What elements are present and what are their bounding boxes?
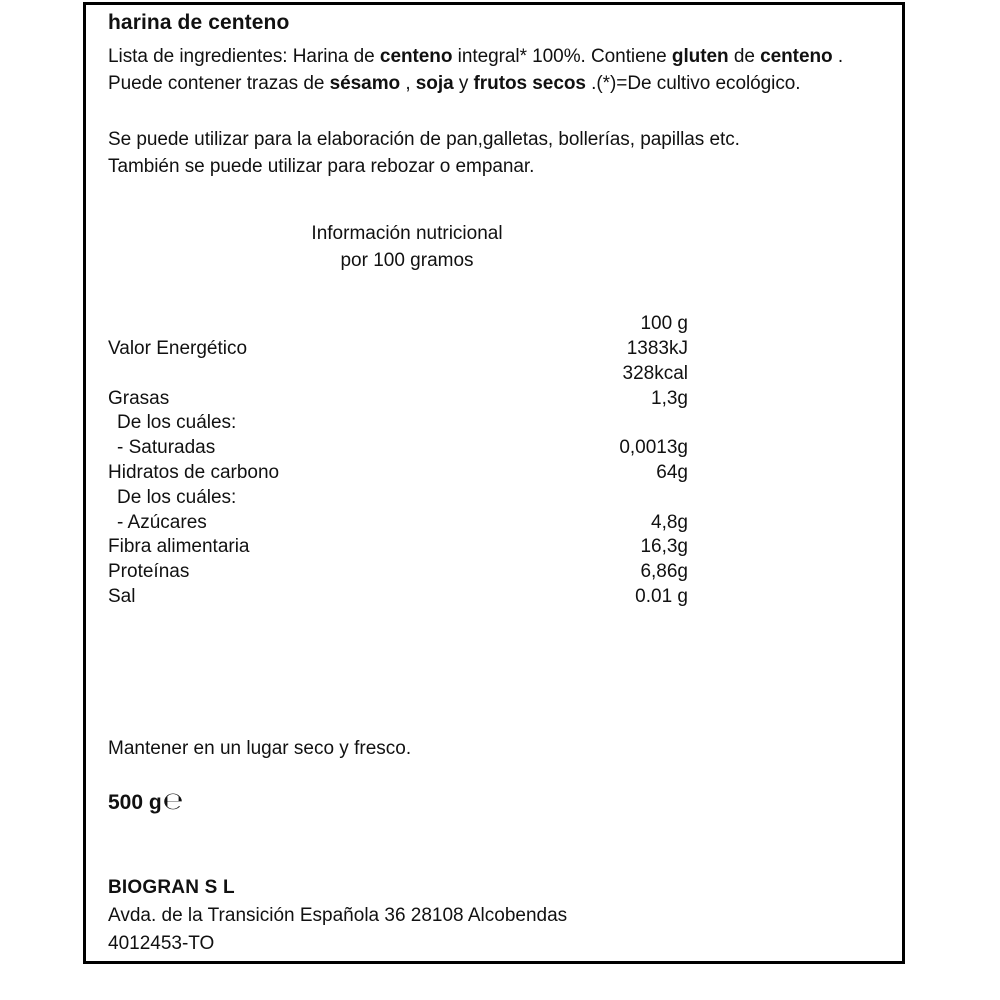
nutrient-name-de-los-cuales-hidratos: De los cuáles: [117,486,237,508]
ingredients-mid-2: de [728,46,761,68]
nutrient-value-hidratos: 64g [656,462,688,484]
page-title: harina de centeno [108,11,290,34]
nutrition-heading-line-2: por 100 gramos [340,250,474,272]
table-row [108,362,706,387]
product-label-frame [83,2,905,964]
nutrition-column-header: 100 g [640,313,688,335]
ingredients-prefix: Lista de ingredientes: Harina de [108,46,380,68]
ingredients-paragraph [108,44,846,97]
net-weight-value: 500 g [108,790,162,814]
nutrient-name-energy: Valor Energético [108,338,248,360]
storage-instructions: Mantener en un lugar seco y fresco. [108,737,412,759]
nutrient-value-energy-kcal: 328kcal [622,362,688,384]
nutrient-value-fibra: 16,3g [640,536,688,558]
nutrition-heading-line-1: Información nutricional [311,223,503,245]
table-row [108,486,706,511]
ingredients-mid-4: , [400,72,416,94]
nutrition-heading [108,220,706,274]
nutrition-header-name-cell [108,312,500,337]
nutrient-value-energy-kj: 1383kJ [626,338,688,360]
allergen-sesamo: sésamo [329,72,401,94]
allergen-centeno-1: centeno [379,46,453,68]
nutrient-value-saturadas: 0,0013g [619,437,688,459]
nutrient-name-azucares: - Azúcares [117,511,207,533]
nutrition-table-body [108,312,706,610]
usage-line-2: También se puede utilizar para rebozar o empanar. [108,155,535,177]
table-row [108,387,706,412]
nutrition-table [108,312,706,610]
company-registration-code: 4012453-TO [108,932,215,954]
company-block [108,874,868,958]
net-weight [108,786,868,816]
usage-line-1: Se puede utilizar para la elaboración de pan,galletas, bollerías, papillas etc. [108,129,740,151]
nutrient-value-azucares: 4,8g [651,511,688,533]
table-row [108,535,706,560]
ingredients-mid-1: integral* 100%. Contiene [452,46,672,68]
table-row [108,436,706,461]
table-row [108,411,706,436]
ingredients-suffix: .(*)=De cultivo ecológico. [585,72,801,94]
nutrient-value-de-los-cuales-hidratos [500,486,707,511]
table-row [108,560,706,585]
nutrient-name-de-los-cuales-grasas: De los cuáles: [117,412,237,434]
allergen-gluten: gluten [671,46,729,68]
nutrient-value-de-los-cuales-grasas [500,411,707,436]
nutrient-value-grasas: 1,3g [651,387,688,409]
usage-instructions [108,127,848,180]
nutrient-name-hidratos: Hidratos de carbono [108,462,280,484]
company-name: BIOGRAN S L [108,876,235,898]
allergen-frutos-secos: frutos secos [473,72,586,94]
nutrient-name-fibra: Fibra alimentaria [108,536,250,558]
nutrient-name-saturadas: - Saturadas [117,437,216,459]
table-row [108,337,706,362]
allergen-centeno-2: centeno [760,46,833,68]
nutrient-name-grasas: Grasas [108,387,170,409]
table-row [108,461,706,486]
nutrient-name-energy-kcal-spacer [108,362,500,387]
ingredients-mid-3: . Puede contener trazas de [108,46,844,94]
nutrient-value-sal: 0.01 g [635,586,688,608]
nutrient-name-proteinas: Proteínas [108,561,190,583]
nutrient-value-proteinas: 6,86g [640,561,688,583]
nutrition-section [108,220,868,610]
table-header-row [108,312,706,337]
table-row [108,511,706,536]
table-row [108,585,706,610]
estimated-sign-icon: ℮ [162,786,184,815]
company-address: Avda. de la Transición Española 36 28108 Alcobendas [108,904,568,926]
ingredients-mid-5: y [453,72,474,94]
label-content [108,5,868,958]
nutrient-name-sal: Sal [108,586,136,608]
allergen-soja: soja [415,72,454,94]
